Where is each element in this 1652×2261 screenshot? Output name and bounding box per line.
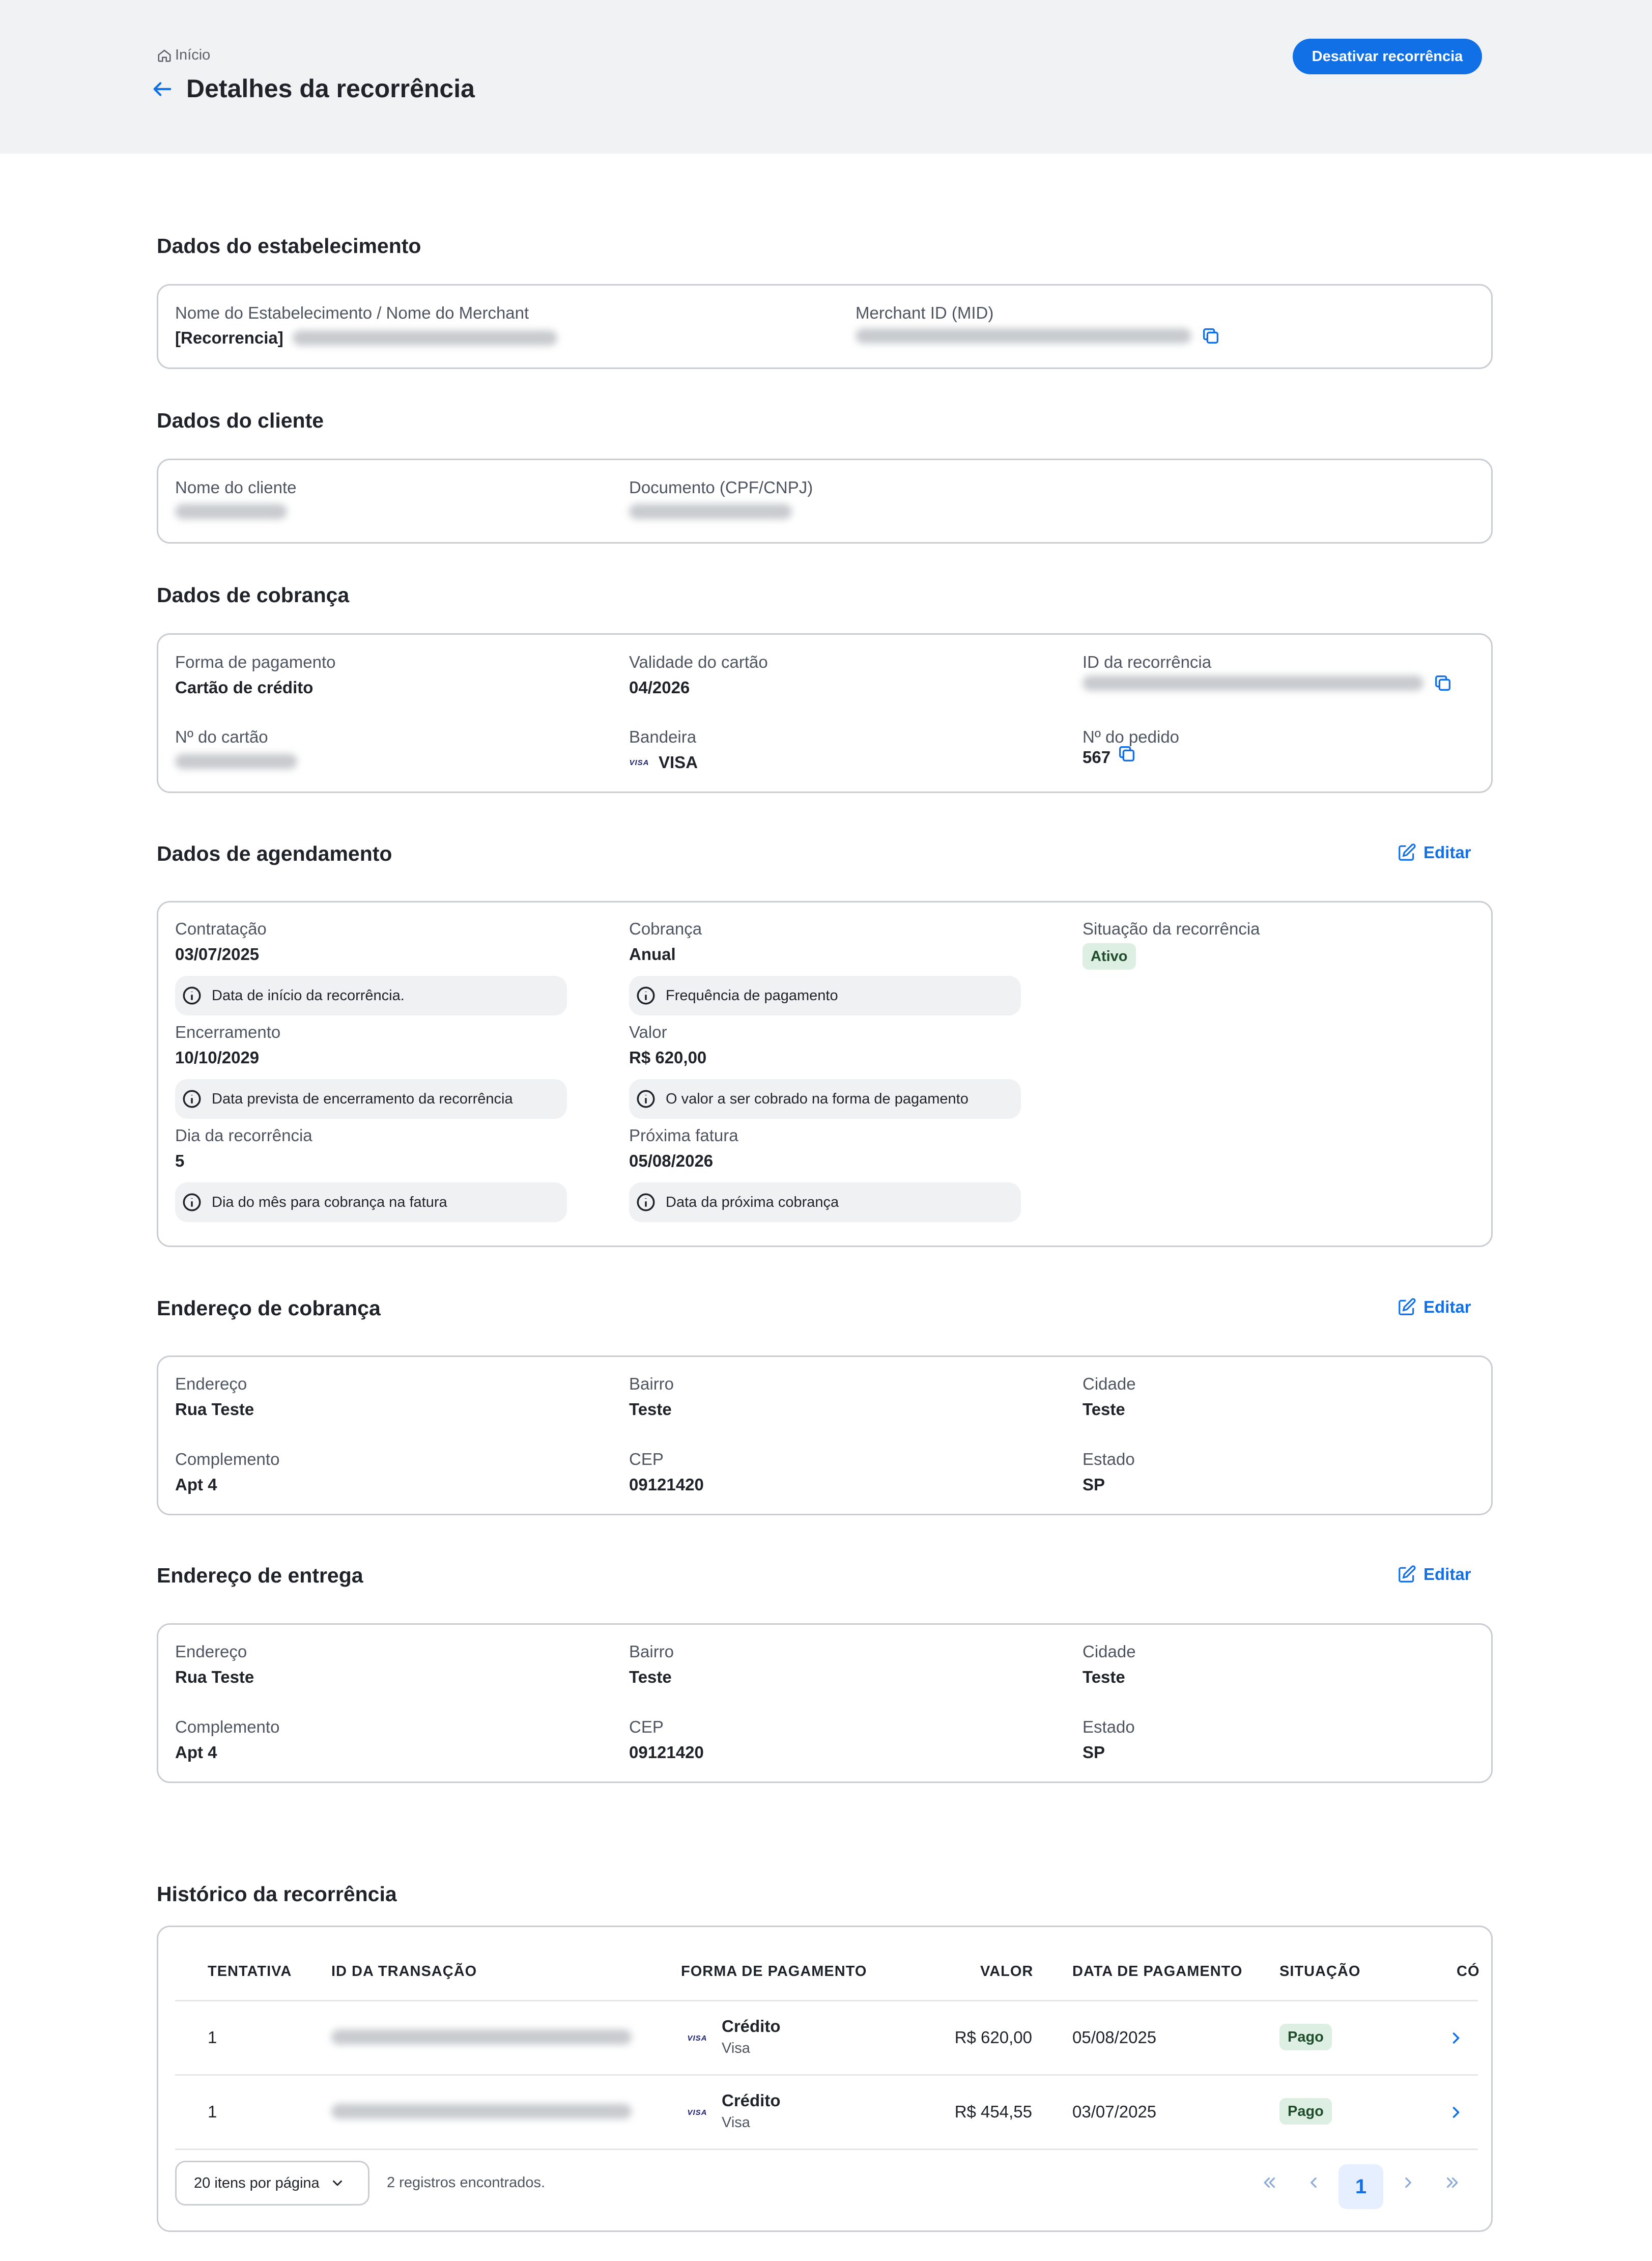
next-invoice-label: Próxima fatura <box>629 1126 738 1145</box>
end-label: Encerramento <box>175 1023 281 1041</box>
col-header-status: SITUAÇÃO <box>1279 1963 1361 1980</box>
zip-label: CEP <box>629 1717 664 1736</box>
section-title-billing: Dados de cobrança <box>157 583 350 607</box>
district-value: Teste <box>629 1668 672 1686</box>
state-label: Estado <box>1083 1717 1135 1736</box>
day-value: 5 <box>175 1151 185 1170</box>
info-icon <box>181 985 203 1006</box>
district-value: Teste <box>629 1400 672 1419</box>
home-icon <box>157 48 172 63</box>
edit-billing-address-button[interactable] <box>1397 1297 1471 1317</box>
breadcrumb[interactable] <box>157 47 210 64</box>
city-label: Cidade <box>1083 1642 1136 1661</box>
mid-label: Merchant ID (MID) <box>856 303 994 322</box>
per-page-select[interactable] <box>175 2161 369 2206</box>
chevrons-left-icon <box>1261 2174 1278 2191</box>
cell-date: 05/08/2025 <box>1072 2028 1157 2047</box>
next-invoice-hint-text: Data da próxima cobrança <box>666 1194 839 1210</box>
first-page-button[interactable] <box>1253 2166 1287 2199</box>
document-value <box>629 504 792 519</box>
cell-brand-logo <box>687 2106 707 2118</box>
address-label: Endereço <box>175 1642 247 1661</box>
section-title-history: Histórico da recorrência <box>157 1882 397 1906</box>
redacted-text <box>175 754 297 769</box>
redacted-text <box>331 2104 632 2119</box>
col-header-transaction-id: ID DA TRANSAÇÃO <box>331 1963 477 1980</box>
cell-transaction-id <box>331 2029 632 2047</box>
edit-label[interactable]: Editar <box>1423 843 1471 862</box>
edit-icon <box>1397 843 1416 862</box>
cell-method: Crédito <box>722 2017 781 2036</box>
col-header-payment-date: DATA DE PAGAMENTO <box>1072 1963 1243 1980</box>
billing-card <box>157 633 1493 793</box>
visa-logo-icon: VISA <box>687 2033 707 2043</box>
status-badge: Pago <box>1279 2098 1332 2125</box>
state-value: SP <box>1083 1743 1105 1762</box>
complement-label: Complemento <box>175 1450 280 1468</box>
last-page-button[interactable] <box>1435 2166 1469 2199</box>
card-number-label: Nº do cartão <box>175 727 268 746</box>
section-title-establishment: Dados do estabelecimento <box>157 234 421 258</box>
zip-value: 09121420 <box>629 1475 704 1494</box>
amount-value: R$ 620,00 <box>629 1048 707 1067</box>
day-hint <box>175 1182 567 1222</box>
info-icon <box>635 1088 657 1110</box>
address-value: Rua Teste <box>175 1400 254 1419</box>
billing-address-card <box>157 1355 1493 1515</box>
city-value: Teste <box>1083 1668 1125 1686</box>
cell-amount: R$ 620,00 <box>954 2028 1032 2047</box>
next-page-button[interactable] <box>1391 2166 1425 2199</box>
establishment-name-label: Nome do Estabelecimento / Nome do Merchant <box>175 303 529 322</box>
prev-page-button[interactable] <box>1297 2166 1330 2199</box>
info-icon <box>635 985 657 1006</box>
chevrons-right-icon <box>1443 2174 1461 2191</box>
visa-logo-icon: VISA <box>629 758 649 767</box>
section-title-billing-address: Endereço de cobrança <box>157 1296 381 1320</box>
breadcrumb-home-label[interactable]: Início <box>175 47 211 63</box>
complement-value: Apt 4 <box>175 1743 217 1762</box>
city-label: Cidade <box>1083 1374 1136 1393</box>
establishment-card <box>157 284 1493 369</box>
document-label: Documento (CPF/CNPJ) <box>629 478 813 497</box>
section-title-scheduling: Dados de agendamento <box>157 842 392 865</box>
zip-label: CEP <box>629 1450 664 1468</box>
day-hint-text: Dia do mês para cobrança na fatura <box>212 1194 447 1210</box>
amount-label: Valor <box>629 1023 667 1041</box>
establishment-name-prefix: [Recorrencia] <box>175 328 283 347</box>
cell-brand: Visa <box>722 2040 750 2056</box>
cell-brand: Visa <box>722 2114 750 2131</box>
day-label: Dia da recorrência <box>175 1126 312 1145</box>
end-hint <box>175 1079 567 1119</box>
copy-icon[interactable] <box>1433 673 1453 693</box>
edit-icon <box>1397 1565 1416 1584</box>
edit-delivery-address-button[interactable] <box>1397 1565 1471 1584</box>
payment-form-value: Cartão de crédito <box>175 678 314 697</box>
chevron-right-icon[interactable] <box>1447 2103 1465 2122</box>
district-label: Bairro <box>629 1642 674 1661</box>
status-badge: Pago <box>1279 2024 1332 2050</box>
cell-transaction-id <box>331 2104 632 2122</box>
brand-text: VISA <box>659 753 698 772</box>
state-value: SP <box>1083 1475 1105 1494</box>
charge-hint-text: Frequência de pagamento <box>666 987 838 1004</box>
col-header-amount: VALOR <box>980 1963 1034 1980</box>
card-validity-value: 04/2026 <box>629 678 690 697</box>
page-1-button[interactable]: 1 <box>1338 2164 1383 2209</box>
edit-icon <box>1397 1297 1416 1317</box>
section-title-delivery-address: Endereço de entrega <box>157 1564 363 1587</box>
redacted-text <box>331 2029 632 2045</box>
next-invoice-hint <box>629 1182 1021 1222</box>
amount-hint <box>629 1079 1021 1119</box>
client-card <box>157 459 1493 544</box>
info-icon <box>181 1192 203 1213</box>
next-invoice-value: 05/08/2026 <box>629 1151 714 1170</box>
district-label: Bairro <box>629 1374 674 1393</box>
order-number-text: 567 <box>1083 748 1111 767</box>
section-title-client: Dados do cliente <box>157 409 324 432</box>
cell-method: Crédito <box>722 2091 781 2110</box>
cell-attempt: 1 <box>208 2028 217 2047</box>
contract-value: 03/07/2025 <box>175 945 260 964</box>
address-value: Rua Teste <box>175 1668 254 1686</box>
zip-value: 09121420 <box>629 1743 704 1762</box>
status-label: Situação da recorrência <box>1083 919 1260 938</box>
charge-hint <box>629 976 1021 1015</box>
amount-hint-text: O valor a ser cobrado na forma de pagamento <box>666 1090 969 1107</box>
redacted-text <box>175 504 287 519</box>
recurrence-id-value <box>1083 673 1453 693</box>
mid-value <box>856 326 1221 346</box>
deactivate-button[interactable]: Desativar recorrência <box>1293 39 1482 74</box>
recurrence-id-label: ID da recorrência <box>1083 653 1212 671</box>
info-icon <box>181 1088 203 1110</box>
order-number-value <box>1083 748 1137 767</box>
col-header-truncated: CÓ <box>1457 1963 1480 1980</box>
address-label: Endereço <box>175 1374 247 1393</box>
cell-brand-logo <box>687 2032 707 2044</box>
card-validity-label: Validade do cartão <box>629 653 768 671</box>
contract-label: Contratação <box>175 919 267 938</box>
complement-value: Apt 4 <box>175 1475 217 1494</box>
complement-label: Complemento <box>175 1717 280 1736</box>
payment-form-label: Forma de pagamento <box>175 653 336 671</box>
info-icon <box>635 1192 657 1213</box>
cell-attempt: 1 <box>208 2102 217 2121</box>
visa-logo-icon: VISA <box>687 2108 707 2117</box>
edit-label[interactable]: Editar <box>1423 1297 1471 1316</box>
divider <box>175 2149 1478 2150</box>
end-hint-text: Data prevista de encerramento da recorrência <box>212 1090 513 1107</box>
cell-amount: R$ 454,55 <box>954 2102 1032 2121</box>
chevron-right-icon[interactable] <box>1447 2029 1465 2047</box>
edit-label[interactable]: Editar <box>1423 1565 1471 1584</box>
records-count: 2 registros encontrados. <box>387 2174 546 2191</box>
charge-value: Anual <box>629 945 676 964</box>
edit-scheduling-button[interactable] <box>1397 843 1471 862</box>
redacted-text <box>293 330 557 346</box>
redacted-text <box>856 328 1191 344</box>
cell-status <box>1279 2024 1332 2050</box>
delivery-address-card <box>157 1623 1493 1783</box>
per-page-label: 20 itens por página <box>194 2174 320 2191</box>
redacted-text <box>629 504 792 519</box>
status-badge-container <box>1083 943 1136 970</box>
cell-date: 03/07/2025 <box>1072 2102 1157 2121</box>
chevron-right-icon <box>1400 2174 1417 2191</box>
copy-icon[interactable] <box>1201 326 1221 346</box>
arrow-left-icon[interactable] <box>151 77 174 101</box>
end-value: 10/10/2029 <box>175 1048 260 1067</box>
brand-value <box>629 753 698 772</box>
status-badge: Ativo <box>1083 943 1136 970</box>
client-name-value <box>175 504 287 519</box>
contract-hint <box>175 976 567 1015</box>
redacted-text <box>1083 675 1423 691</box>
col-header-payment-method: FORMA DE PAGAMENTO <box>681 1963 867 1980</box>
copy-icon[interactable] <box>1117 744 1137 764</box>
chevron-down-icon <box>330 2175 345 2191</box>
contract-hint-text: Data de início da recorrência. <box>212 987 405 1004</box>
charge-label: Cobrança <box>629 919 702 938</box>
brand-label: Bandeira <box>629 727 697 746</box>
order-number-label: Nº do pedido <box>1083 727 1180 746</box>
page-title: Detalhes da recorrência <box>186 74 475 103</box>
establishment-name-value <box>175 328 557 348</box>
city-value: Teste <box>1083 1400 1125 1419</box>
col-header-attempt: TENTATIVA <box>208 1963 292 1980</box>
client-name-label: Nome do cliente <box>175 478 297 497</box>
cell-status <box>1279 2098 1332 2125</box>
card-number-value <box>175 754 297 769</box>
chevron-left-icon <box>1305 2174 1322 2191</box>
state-label: Estado <box>1083 1450 1135 1468</box>
